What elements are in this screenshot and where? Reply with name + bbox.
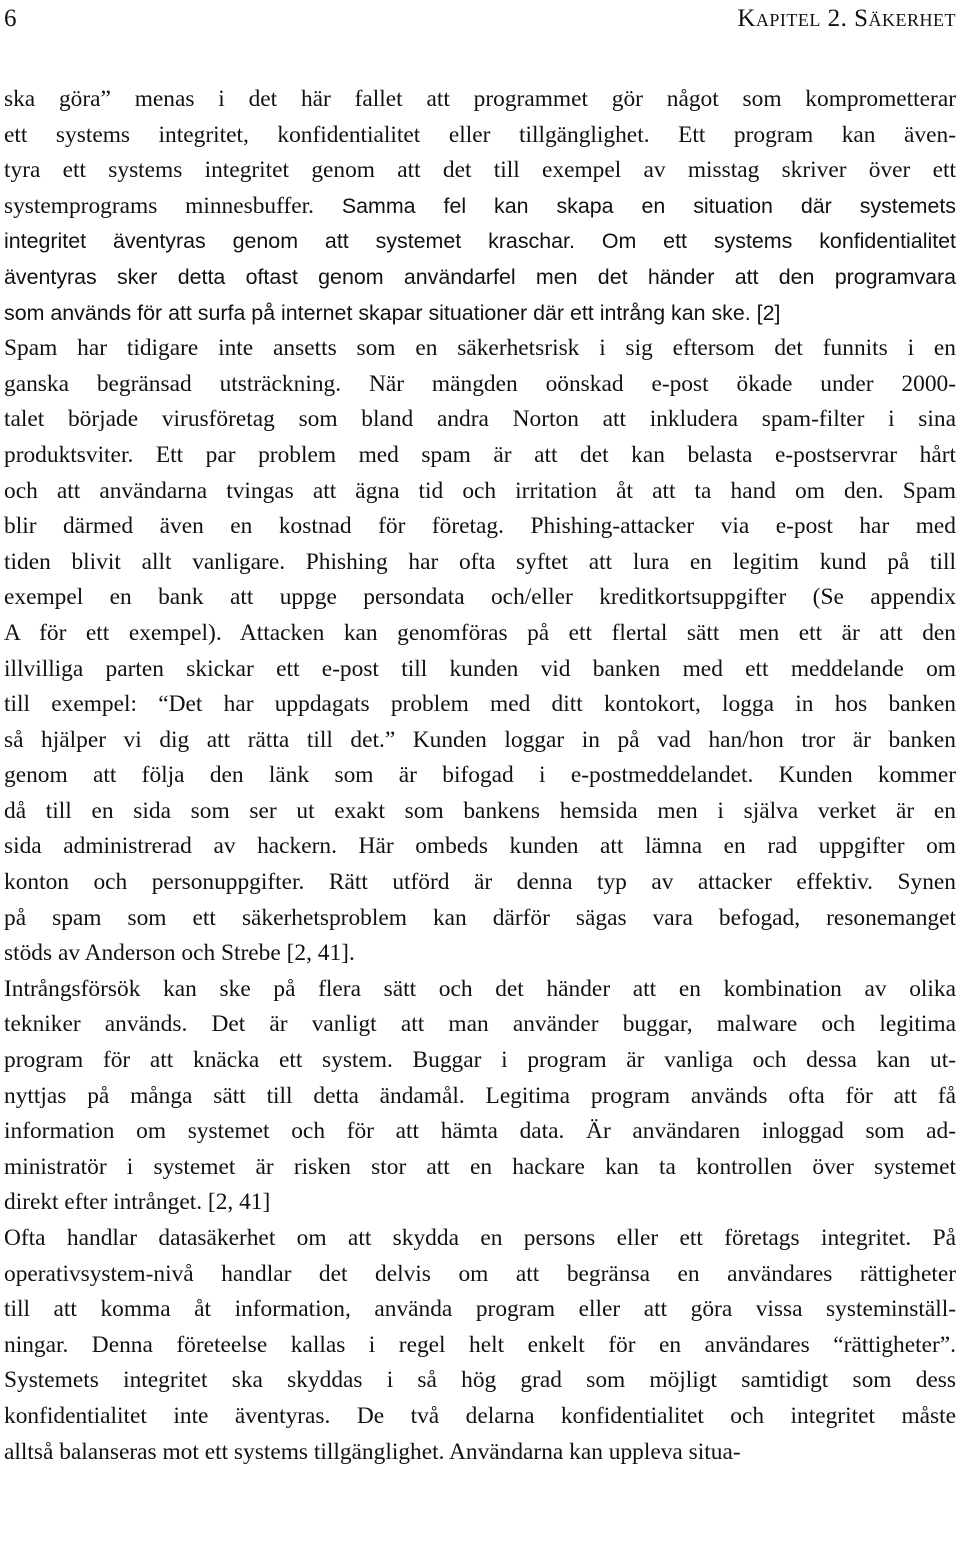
text-line bbox=[4, 296, 956, 332]
text-line bbox=[4, 82, 956, 118]
running-head: Kapitel 2. Säkerhet bbox=[737, 5, 956, 32]
text-line bbox=[4, 1079, 956, 1115]
page-header bbox=[4, 2, 956, 36]
text-run: ministratör i systemet är risken stor att en hackare kan ta kontrollen över systemet bbox=[4, 1153, 956, 1180]
text-line bbox=[4, 1328, 956, 1364]
text-run: integritet äventyras genom att systemet kraschar. Om ett systems konfidentialitet bbox=[4, 229, 956, 254]
text-line bbox=[4, 224, 956, 260]
body-text bbox=[4, 82, 956, 1470]
text-run: konfidentialitet inte äventyras. De två delarna konfidentialitet och integritet måste bbox=[4, 1402, 956, 1429]
text-run: genom att följa den länk som är bifogad i e-postmeddelandet. Kunden kommer bbox=[4, 762, 956, 789]
text-run: nyttjas på många sätt till detta ändamål. Legitima program används ofta för att få bbox=[4, 1082, 956, 1109]
text-run: Intrångsförsök kan ske på flera sätt och det händer att en kombination av olika bbox=[4, 975, 956, 1002]
text-run: konton och personuppgifter. Rätt utförd är denna typ av attacker effektiv. Synen bbox=[4, 869, 956, 896]
text-line bbox=[4, 972, 956, 1008]
text-line bbox=[4, 367, 956, 403]
text-line bbox=[4, 438, 956, 474]
text-line bbox=[4, 331, 956, 367]
text-run: ganska begränsad utsträckning. När mängden oönskad e-post ökade under 2000- bbox=[4, 370, 956, 397]
text-line bbox=[4, 616, 956, 652]
text-line bbox=[4, 1221, 956, 1257]
text-line bbox=[4, 1007, 956, 1043]
text-run: på spam som ett säkerhetsproblem kan därför sägas vara befogad, resonemanget bbox=[4, 904, 956, 931]
text-line bbox=[4, 1043, 956, 1079]
paragraph bbox=[4, 331, 956, 972]
text-line bbox=[4, 1399, 956, 1435]
text-run: Spam har tidigare inte ansetts som en säkerhetsrisk i sig eftersom det funnits i en bbox=[4, 335, 956, 362]
text-run: och att användarna tvingas att ägna tid och irritation åt att ta hand om den. Spam bbox=[4, 477, 956, 504]
text-run: direkt efter intrånget. [2, 41] bbox=[4, 1189, 271, 1216]
paragraph bbox=[4, 1221, 956, 1470]
text-run: så hjälper vi dig att rätta till det.” Kunden loggar in på vad han/hon tror är banken bbox=[4, 726, 956, 753]
text-line bbox=[4, 118, 956, 154]
paragraph bbox=[4, 972, 956, 1221]
text-line bbox=[4, 153, 956, 189]
text-line bbox=[4, 1150, 956, 1186]
text-line bbox=[4, 509, 956, 545]
text-run: ningar. Denna företeelse kallas i regel helt enkelt för en användares “rättigheter”. bbox=[4, 1331, 956, 1358]
text-line bbox=[4, 580, 956, 616]
text-run: ska göra” menas i det här fallet att programmet gör något som komprometterar bbox=[4, 86, 956, 112]
text-run: då till en sida som ser ut exakt som bankens hemsida men i själva verket är en bbox=[4, 797, 956, 824]
text-run: information om systemet och för att hämta data. Är användaren inloggad som ad- bbox=[4, 1118, 956, 1145]
text-run: sida administrerad av hackern. Här ombeds kunden att lämna en rad uppgifter om bbox=[4, 833, 956, 860]
text-run: operativsystem-nivå handlar det delvis om att begränsa en användares rättigheter bbox=[4, 1260, 956, 1287]
text-line bbox=[4, 758, 956, 794]
text-run: illvilliga parten skickar ett e-post till kunden vid banken med ett meddelande om bbox=[4, 655, 956, 682]
text-line bbox=[4, 1185, 956, 1221]
text-run: program för att knäcka ett system. Buggar i program är vanliga och dessa kan ut- bbox=[4, 1047, 956, 1074]
text-line bbox=[4, 1257, 956, 1293]
text-run: till exempel: “Det har uppdagats problem med ditt kontokort, logga in hos banken bbox=[4, 691, 956, 718]
text-run: produktsviter. Ett par problem med spam är att det kan belasta e-postservrar hårt bbox=[4, 441, 956, 468]
text-run: tekniker används. Det är vanligt att man använder buggar, malware och legitima bbox=[4, 1011, 956, 1038]
paragraph bbox=[4, 82, 956, 331]
text-line bbox=[4, 474, 956, 510]
text-line bbox=[4, 1435, 956, 1471]
document-page bbox=[4, 0, 956, 1470]
text-line bbox=[4, 545, 956, 581]
text-line bbox=[4, 829, 956, 865]
text-line bbox=[4, 189, 956, 225]
text-line bbox=[4, 936, 956, 972]
text-line bbox=[4, 1363, 956, 1399]
text-run: äventyras sker detta oftast genom användarfel men det händer att den programvara bbox=[4, 264, 956, 289]
text-run: som används för att surfa på internet skapar situationer där ett intrång kan ske. [2] bbox=[4, 300, 781, 325]
text-run: alltså balanseras mot ett systems tillgänglighet. Användarna kan uppleva situa- bbox=[4, 1438, 741, 1465]
text-line bbox=[4, 723, 956, 759]
text-line bbox=[4, 1114, 956, 1150]
text-line bbox=[4, 865, 956, 901]
text-run: blir därmed även en kostnad för företag. Phishing-attacker via e-post har med bbox=[4, 513, 956, 540]
text-line bbox=[4, 794, 956, 830]
text-line bbox=[4, 402, 956, 438]
text-run: talet började virusföretag som bland andra Norton att inkludera spam-filter i sina bbox=[4, 406, 956, 433]
text-run: till att komma åt information, använda program eller att göra vissa systeminställ- bbox=[4, 1296, 956, 1323]
text-run: ett systems integritet, konfidentialitet eller tillgänglighet. Ett program kan även- bbox=[4, 121, 956, 148]
text-line bbox=[4, 1292, 956, 1328]
text-run: systemprograms minnesbuffer. bbox=[4, 192, 342, 219]
text-run: stöds av Anderson och Strebe [2, 41]. bbox=[4, 940, 355, 967]
text-line bbox=[4, 901, 956, 937]
text-line bbox=[4, 260, 956, 296]
text-run: exempel en bank att uppge persondata och/eller kreditkortsuppgifter (Se appendix bbox=[4, 584, 956, 611]
text-run: Ofta handlar datasäkerhet om att skydda en persons eller ett företags integritet. På bbox=[4, 1225, 956, 1251]
text-run: tiden blivit allt vanligare. Phishing har ofta syftet att lura en legitim kund på till bbox=[4, 548, 956, 575]
text-run: Systemets integritet ska skyddas i så hög grad som möjligt samtidigt som dess bbox=[4, 1367, 956, 1394]
text-line bbox=[4, 652, 956, 688]
text-line bbox=[4, 687, 956, 723]
page-number: 6 bbox=[4, 5, 17, 32]
text-run: Samma fel kan skapa en situation där systemets bbox=[341, 193, 956, 218]
text-run: A för ett exempel). Attacken kan genomföras på ett flertal sätt men ett är att den bbox=[4, 619, 956, 646]
text-run: tyra ett systems integritet genom att det till exempel av misstag skriver över ett bbox=[4, 157, 956, 184]
